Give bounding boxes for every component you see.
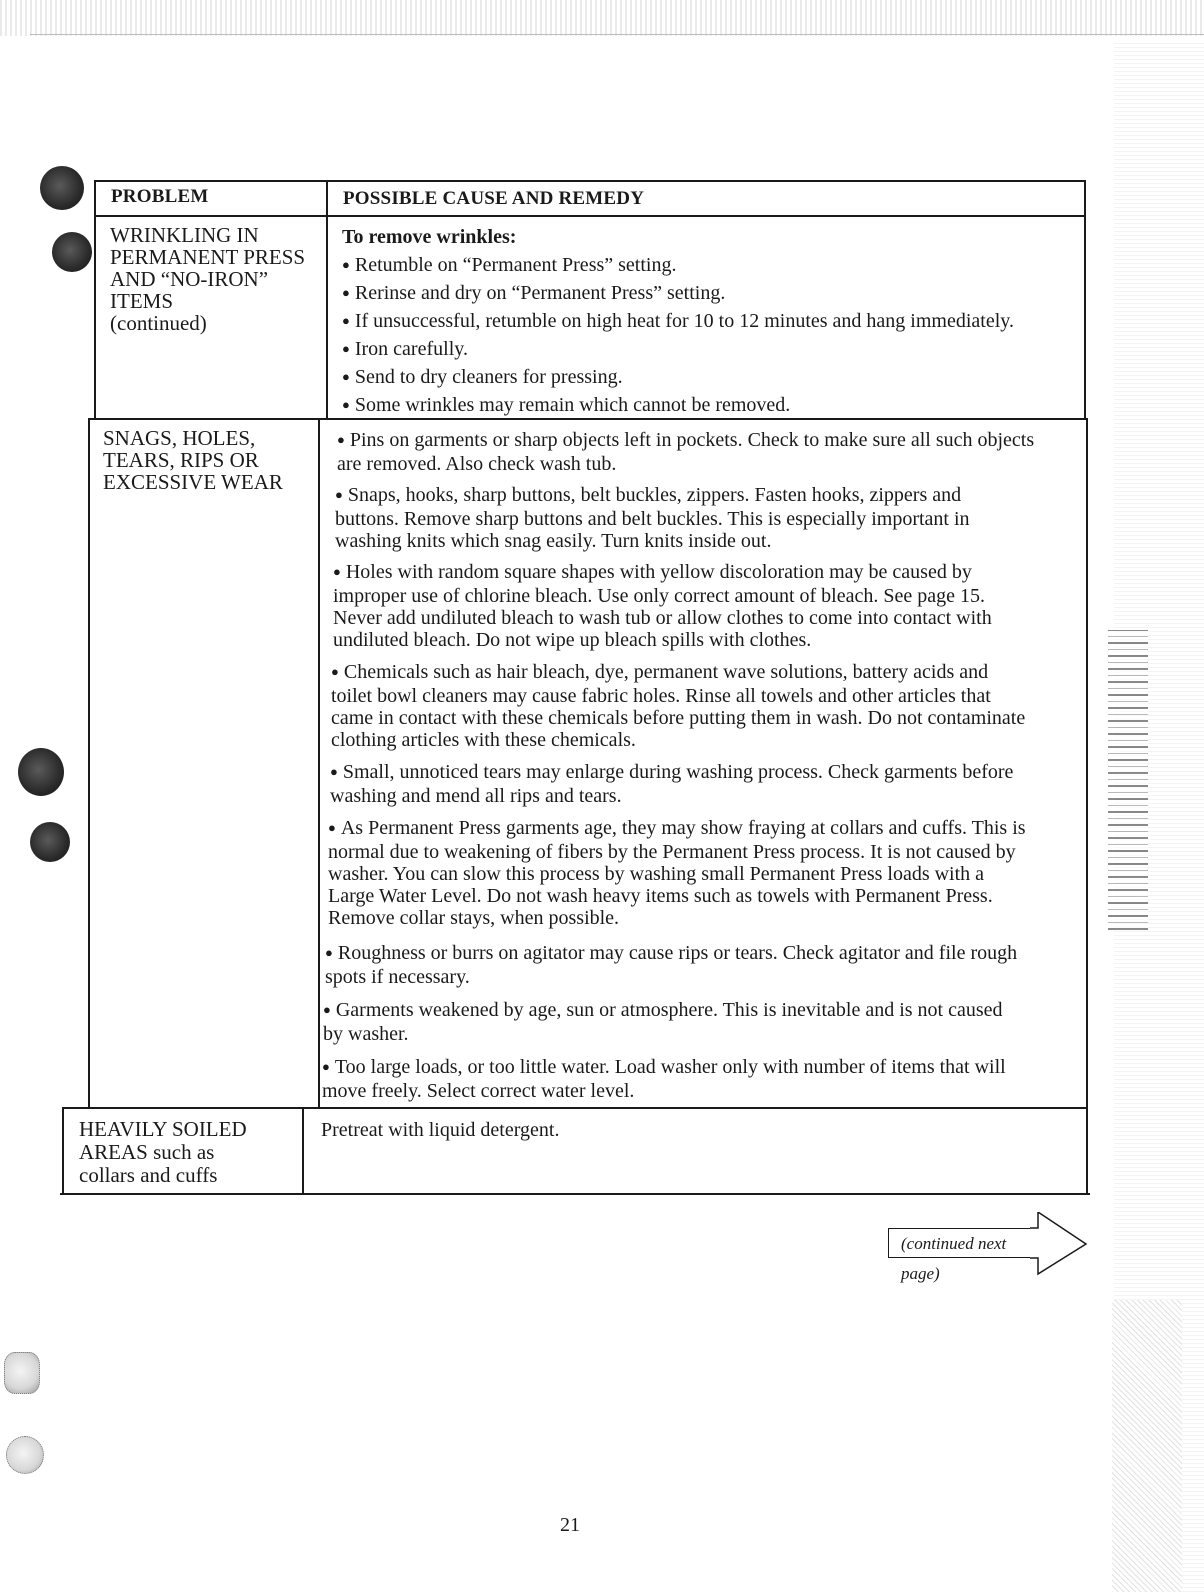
remedy-bullet bbox=[342, 282, 1077, 310]
continued-next-page: (continued next page) bbox=[888, 1228, 1030, 1258]
remedy-paragraph bbox=[323, 999, 1078, 1045]
bullet-icon: ● bbox=[342, 397, 350, 412]
binder-hole-icon bbox=[18, 748, 64, 796]
para-line: washing and mend all rips and tears. bbox=[330, 785, 622, 807]
bullet-icon: ● bbox=[328, 820, 336, 835]
problem-snags bbox=[103, 427, 318, 493]
problem-line: HEAVILY SOILED bbox=[79, 1117, 247, 1141]
table-border-left bbox=[62, 1107, 64, 1195]
bullet-icon: ● bbox=[333, 564, 341, 579]
remedy-bullet bbox=[342, 394, 1077, 422]
header-cause-remedy: POSSIBLE CAUSE AND REMEDY bbox=[343, 188, 645, 209]
para-text: Chemicals such as hair bleach, dye, permanent wave solutions, battery acids and bbox=[343, 661, 989, 683]
para-text: As Permanent Press garments age, they may show fraying at collars and cuffs. This is bbox=[340, 817, 1026, 839]
scan-noise-top bbox=[0, 0, 1204, 36]
problem-line: WRINKLING IN bbox=[110, 223, 259, 247]
column-divider bbox=[302, 1107, 304, 1195]
table-border-top bbox=[94, 180, 1086, 182]
bullet-icon: ● bbox=[342, 313, 350, 328]
binder-hole-icon bbox=[52, 232, 92, 272]
para-line: buttons. Remove sharp buttons and belt buckles. This is especially important in bbox=[335, 508, 970, 530]
para-text: Roughness or burrs on agitator may cause rips or tears. Check agitator and file rough bbox=[337, 942, 1018, 964]
para-text: Too large loads, or too little water. Load washer only with number of items that will bbox=[334, 1056, 1006, 1078]
para-line: by washer. bbox=[323, 1023, 409, 1045]
remedy-paragraph bbox=[322, 1056, 1077, 1102]
remedy-bullet bbox=[342, 338, 1077, 366]
para-line bbox=[331, 661, 1079, 685]
para-line: Remove collar stays, when possible. bbox=[328, 907, 620, 929]
bullet-icon: ● bbox=[342, 257, 350, 272]
problem-line: AND “NO-IRON” bbox=[110, 267, 269, 291]
bullet-icon: ● bbox=[330, 764, 338, 779]
para-line: Never add undiluted bleach to wash tub or allow clothes to come into contact with bbox=[333, 607, 992, 629]
para-line bbox=[333, 561, 1078, 585]
para-line bbox=[322, 1056, 1077, 1080]
problem-line: TEARS, RIPS OR bbox=[103, 448, 259, 472]
remedy-paragraph bbox=[333, 561, 1078, 651]
column-divider bbox=[318, 418, 320, 1108]
row-rule bbox=[64, 1107, 1088, 1109]
problem-wrinkling bbox=[110, 224, 325, 334]
para-text: Garments weakened by age, sun or atmosphere. This is inevitable and is not caused bbox=[335, 999, 1003, 1021]
bullet-icon: ● bbox=[337, 432, 345, 447]
remedy-bullet bbox=[342, 254, 1077, 282]
bullet-icon: ● bbox=[322, 1059, 330, 1074]
para-line bbox=[323, 999, 1078, 1023]
para-line: washing knits which snag easily. Turn knits inside out. bbox=[335, 530, 772, 552]
remedy-bullet bbox=[342, 366, 1077, 394]
para-line bbox=[328, 817, 1080, 841]
binder-hole-icon bbox=[40, 166, 84, 210]
para-line: improper use of chlorine bleach. Use only correct amount of bleach. See page 15. bbox=[333, 585, 985, 607]
problem-line: ITEMS bbox=[110, 289, 173, 313]
arrow-right-icon bbox=[1030, 1212, 1088, 1276]
para-line: move freely. Select correct water level. bbox=[322, 1080, 635, 1102]
remedy-paragraph bbox=[330, 761, 1078, 807]
scan-noise-right-dark bbox=[1108, 630, 1148, 930]
remedy-paragraph bbox=[335, 484, 1080, 552]
table-border-bottom bbox=[60, 1193, 1090, 1195]
para-line: Large Water Level. Do not wash heavy items such as towels with Permanent Press. bbox=[328, 885, 993, 907]
para-line: undiluted bleach. Do not wipe up bleach spills with clothes. bbox=[333, 629, 812, 651]
para-line: toilet bowl cleaners may cause fabric holes. Rinse all towels and other articles that bbox=[331, 685, 991, 707]
header-problem: PROBLEM bbox=[111, 186, 209, 207]
bullet-icon: ● bbox=[323, 1002, 331, 1017]
remedy-title: To remove wrinkles: bbox=[342, 226, 517, 248]
remedy-paragraph bbox=[328, 817, 1080, 929]
remedy-wrinkling bbox=[342, 226, 1077, 422]
table-border-right bbox=[1086, 418, 1088, 1195]
binder-hole-icon bbox=[30, 822, 70, 862]
para-line: came in contact with these chemicals before putting them in wash. Do not contaminate bbox=[331, 707, 1026, 729]
bullet-icon: ● bbox=[342, 285, 350, 300]
problem-line: PERMANENT PRESS bbox=[110, 245, 306, 269]
binder-hole-icon bbox=[4, 1352, 40, 1394]
bullet-text: If unsuccessful, retumble on high heat for 10 to 12 minutes and hang immediately. bbox=[354, 310, 1014, 332]
problem-line: (continued) bbox=[110, 311, 207, 335]
para-line bbox=[337, 429, 1082, 453]
scan-edge-line bbox=[30, 34, 1204, 35]
para-line bbox=[330, 761, 1078, 785]
binder-hole-icon bbox=[6, 1436, 44, 1474]
para-line: spots if necessary. bbox=[325, 966, 470, 988]
para-line: normal due to weakening of fibers by the Permanent Press process. It is not caused by bbox=[328, 841, 1016, 863]
remedy-heavily-soiled: Pretreat with liquid detergent. bbox=[321, 1119, 560, 1141]
bullet-icon: ● bbox=[331, 664, 339, 679]
column-divider bbox=[326, 180, 328, 418]
para-text: Small, unnoticed tears may enlarge during washing process. Check garments before bbox=[342, 761, 1014, 783]
para-line bbox=[325, 942, 1080, 966]
problem-line: AREAS such as bbox=[79, 1140, 215, 1164]
remedy-paragraph bbox=[325, 942, 1080, 988]
bullet-text: Retumble on “Permanent Press” setting. bbox=[354, 254, 677, 276]
para-line: washer. You can slow this process by washing small Permanent Press loads with a bbox=[328, 863, 985, 885]
problem-line: collars and cuffs bbox=[79, 1163, 218, 1187]
bullet-text: Iron carefully. bbox=[354, 338, 468, 360]
remedy-paragraph bbox=[337, 429, 1082, 475]
para-line: are removed. Also check wash tub. bbox=[337, 453, 617, 475]
scan-noise-right-lower bbox=[1112, 1300, 1182, 1592]
bullet-text: Rerinse and dry on “Permanent Press” setting. bbox=[354, 282, 726, 304]
bullet-text: Some wrinkles may remain which cannot be removed. bbox=[354, 394, 791, 416]
para-text: Snaps, hooks, sharp buttons, belt buckles, zippers. Fasten hooks, zippers and bbox=[347, 484, 962, 506]
page-number: 21 bbox=[560, 1514, 580, 1536]
problem-heavily-soiled bbox=[79, 1118, 294, 1187]
para-line bbox=[335, 484, 1080, 508]
bullet-icon: ● bbox=[342, 341, 350, 356]
problem-line: EXCESSIVE WEAR bbox=[103, 470, 283, 494]
header-rule bbox=[94, 215, 1086, 217]
remedy-paragraph bbox=[331, 661, 1079, 751]
bullet-icon: ● bbox=[325, 945, 333, 960]
para-line: clothing articles with these chemicals. bbox=[331, 729, 636, 751]
table-border-left bbox=[88, 418, 90, 1108]
table-border-left bbox=[94, 180, 96, 418]
para-text: Holes with random square shapes with yellow discoloration may be caused by bbox=[345, 561, 972, 583]
problem-line: SNAGS, HOLES, bbox=[103, 426, 256, 450]
bullet-icon: ● bbox=[335, 487, 343, 502]
para-text: Pins on garments or sharp objects left in pockets. Check to make sure all such objects bbox=[349, 429, 1035, 451]
bullet-icon: ● bbox=[342, 369, 350, 384]
remedy-bullet bbox=[342, 310, 1077, 338]
bullet-text: Send to dry cleaners for pressing. bbox=[354, 366, 623, 388]
table-border-right bbox=[1084, 180, 1086, 420]
